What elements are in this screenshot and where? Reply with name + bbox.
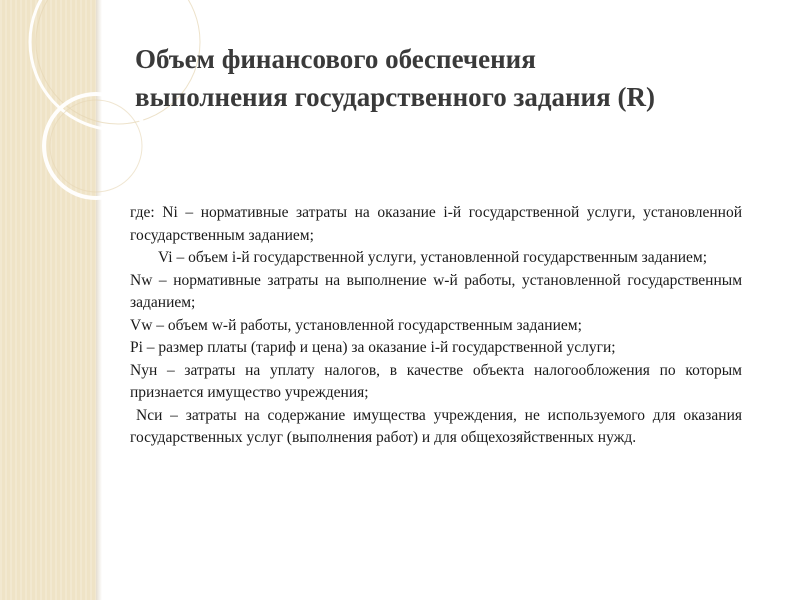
- definition-vi: Vi – объем i-й государственной услуги, установленной государственным заданием;: [158, 249, 708, 266]
- slide-title-line-2: выполнения государственного задания (R): [135, 82, 655, 112]
- definition-nw: Nw – нормативные затраты на выполнение w-й работы, установленной государственным заданием;: [130, 271, 742, 311]
- definition-pi: Pi – размер платы (тариф и цена) за оказание i-й государственной услуги;: [130, 339, 616, 356]
- definitions-list: [130, 202, 742, 450]
- decorative-ring-small-inner: [50, 100, 142, 192]
- definition-ni: где: Ni – нормативные затраты на оказание i-й государственной услуги, установленной государственным заданием;: [130, 204, 742, 244]
- decorative-ring-small: [44, 94, 148, 198]
- slide-title-line-1: Объем финансового обеспечения: [135, 44, 536, 74]
- definition-nun: Nун – затраты на уплату налогов, в качестве объекта налогообложения по которым признается имущество учреждения;: [130, 361, 742, 401]
- slide-title: [135, 40, 755, 116]
- definition-vw: Vw – объем w-й работы, установленной государственным заданием;: [130, 316, 582, 334]
- definition-nsi: Nси – затраты на содержание имущества учреждения, не используемого для оказания государственных услуг (выполнения работ) и для общехозяйственных нужд.: [130, 406, 742, 446]
